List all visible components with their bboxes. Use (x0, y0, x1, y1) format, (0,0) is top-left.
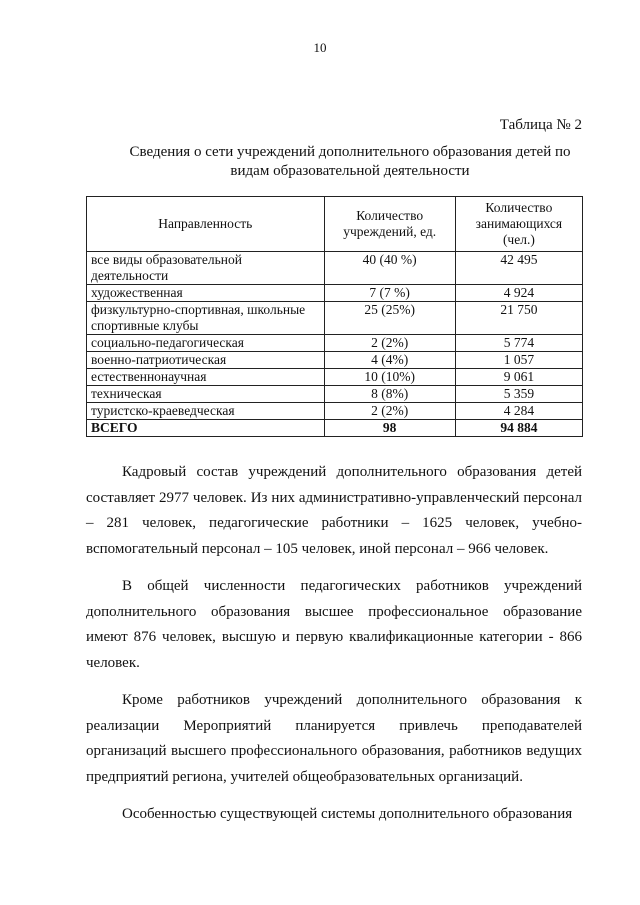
cell-total-label: ВСЕГО (87, 420, 325, 437)
cell-direction: все виды образовательной деятельности (87, 252, 325, 285)
table-title-line1: Сведения о сети учреждений дополнительного образования детей по (129, 144, 571, 160)
cell-participants: 42 495 (455, 252, 582, 285)
table-header-row (87, 197, 583, 252)
table-total-row (87, 420, 583, 437)
table-row (87, 252, 583, 285)
table-row (87, 386, 583, 403)
table-row (87, 369, 583, 386)
cell-total-institutions: 98 (324, 420, 455, 437)
table-row (87, 285, 583, 302)
cell-direction: туристско-краеведческая (87, 403, 325, 420)
cell-direction: техническая (87, 386, 325, 403)
body-text (86, 460, 582, 840)
cell-institutions: 7 (7 %) (324, 285, 455, 302)
header-institutions: Количество учреждений, ед. (324, 197, 455, 252)
cell-institutions: 25 (25%) (324, 302, 455, 335)
table-row (87, 335, 583, 352)
cell-total-participants: 94 884 (455, 420, 582, 437)
cell-direction: социально-педагогическая (87, 335, 325, 352)
paragraph-staff: Кадровый состав учреждений дополнительного образования детей составляет 2977 человек. Из них административно-управленческий персонал – 281 человек, педагогические работники – 1625 человек, учебно-вспомогательный персонал – 105 человек, иной персонал – 966 человек. (86, 464, 582, 557)
page-number: 10 (313, 40, 327, 55)
cell-participants: 4 924 (455, 285, 582, 302)
table-caption: Таблица № 2 (499, 117, 582, 133)
cell-institutions: 2 (2%) (324, 335, 455, 352)
cell-direction: физкультурно-спортивная, школьные спортивные клубы (87, 302, 325, 335)
table-row (87, 352, 583, 369)
cell-direction: военно-патриотическая (87, 352, 325, 369)
cell-participants: 21 750 (455, 302, 582, 335)
cell-participants: 5 774 (455, 335, 582, 352)
institutions-table (86, 196, 583, 437)
cell-institutions: 2 (2%) (324, 403, 455, 420)
cell-participants: 1 057 (455, 352, 582, 369)
table-title-line2: видам образовательной деятельности (230, 163, 470, 179)
cell-institutions: 10 (10%) (324, 369, 455, 386)
cell-participants: 5 359 (455, 386, 582, 403)
table-row (87, 302, 583, 335)
cell-institutions: 4 (4%) (324, 352, 455, 369)
paragraph-feature: Особенностью существующей системы дополнительного образования (122, 806, 573, 822)
cell-participants: 9 061 (455, 369, 582, 386)
cell-direction: художественная (87, 285, 325, 302)
cell-institutions: 40 (40 %) (324, 252, 455, 285)
table-title (110, 143, 590, 181)
paragraph-education: В общей численности педагогических работников учреждений дополнительного образования высшее профессиональное образование имеют 876 человек, высшую и первую квалификационные категории - 866 человек. (86, 578, 582, 671)
table-row (87, 403, 583, 420)
paragraph-involvement: Кроме работников учреждений дополнительного образования к реализации Мероприятий планируется привлечь преподавателей организаций высшего профессионального образования, работников ведущих предприятий региона, учителей общеобразовательных организаций. (86, 692, 582, 785)
cell-participants: 4 284 (455, 403, 582, 420)
cell-direction: естественнонаучная (87, 369, 325, 386)
header-direction: Направленность (87, 197, 325, 252)
header-participants: Количество занимающихся (чел.) (455, 197, 582, 252)
cell-institutions: 8 (8%) (324, 386, 455, 403)
